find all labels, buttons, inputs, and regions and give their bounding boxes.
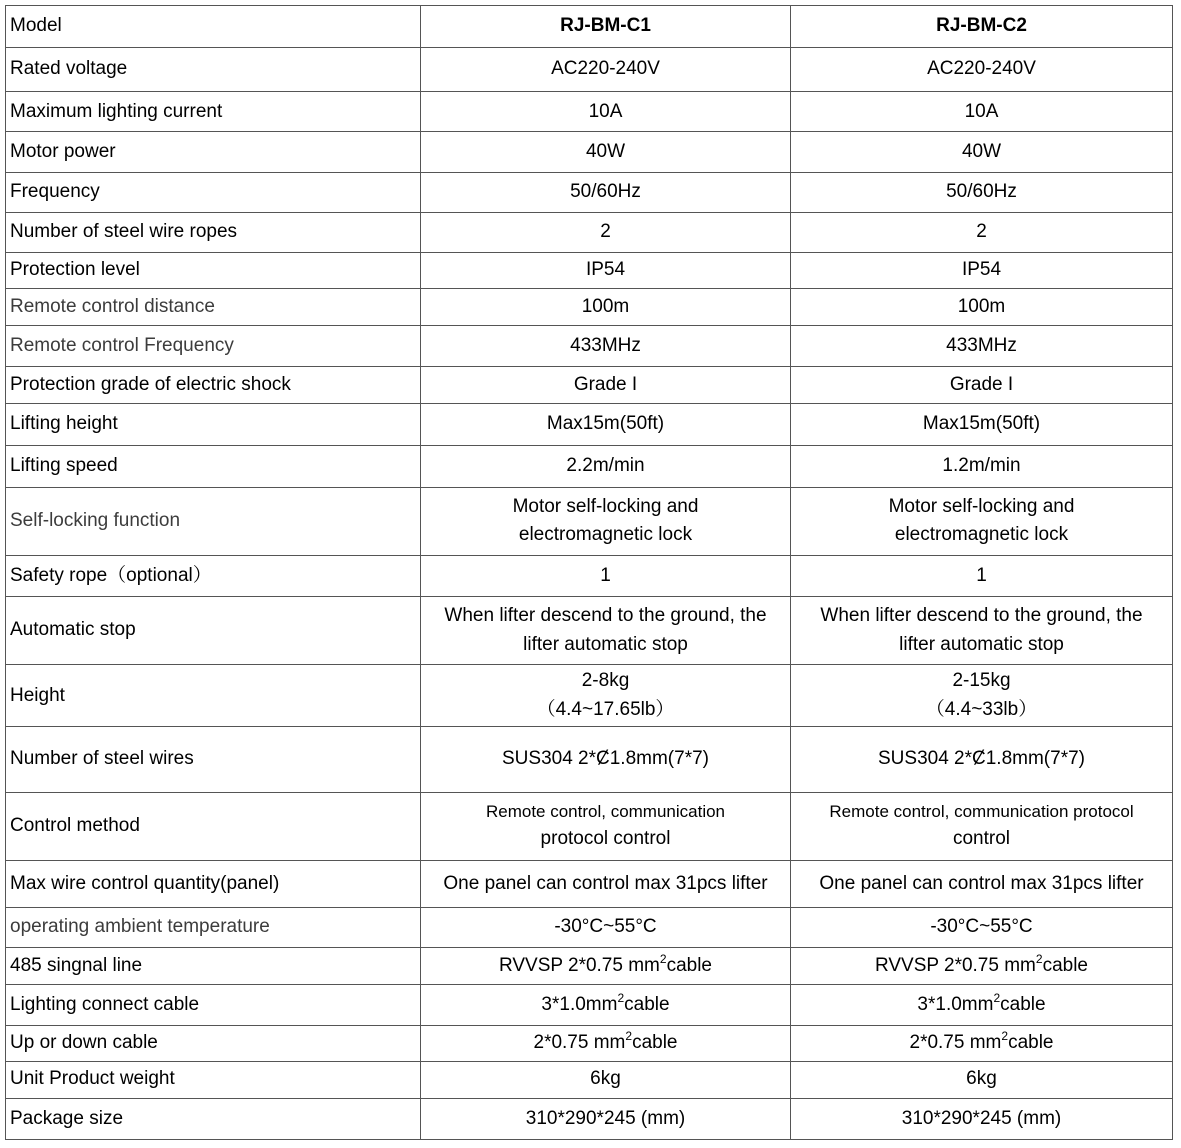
cell-line: [793, 293, 1170, 322]
row-value-c2: [791, 727, 1173, 792]
table-row: [6, 487, 1173, 555]
row-value-c2: [791, 948, 1173, 985]
cell-text: RVVSP 2*0.75 mm: [875, 955, 1036, 977]
row-value-c1: [421, 445, 791, 487]
cell-suffix: cable: [1008, 1032, 1054, 1054]
table-row: [6, 1098, 1173, 1139]
cell-text: 10A: [588, 100, 623, 122]
cell-line: [793, 98, 1170, 127]
row-value-c2: [791, 860, 1173, 907]
cell-text: Motor self-locking and: [512, 495, 699, 517]
cell-line: [793, 218, 1170, 247]
table-row: [6, 948, 1173, 985]
row-label: 485 singnal line: [6, 948, 421, 985]
cell-text: -30°C~55°C: [930, 916, 1033, 938]
superscript: 2: [625, 1029, 633, 1044]
row-value-c1: [421, 48, 791, 92]
cell-text: 2.2m/min: [566, 454, 645, 476]
row-label: Maximum lighting current: [6, 92, 421, 132]
table-row: [6, 792, 1173, 860]
cell-text: 310*290*245 (mm): [901, 1107, 1062, 1129]
row-label: Remote control Frequency: [6, 326, 421, 367]
cell-text: 100m: [957, 295, 1006, 317]
cell-line: [423, 521, 788, 550]
row-value-c1: [421, 555, 791, 596]
cell-line: [423, 138, 788, 167]
row-value-c2: [791, 367, 1173, 404]
cell-text: electromagnetic lock: [894, 524, 1069, 546]
row-label: Up or down cable: [6, 1026, 421, 1061]
cell-line: [793, 1029, 1170, 1058]
row-value-c1: [421, 212, 791, 252]
cell-suffix: cable: [1042, 955, 1088, 977]
header-model-c1: RJ-BM-C1: [421, 6, 791, 48]
row-label: Safety rope（optional）: [6, 555, 421, 596]
cell-text: 1.2m/min: [942, 454, 1021, 476]
cell-text: 310*290*245 (mm): [525, 1107, 686, 1129]
cell-text: Max15m(50ft): [546, 413, 665, 435]
cell-line: [423, 452, 788, 481]
cell-line: [423, 696, 788, 725]
cell-text: 2-15kg: [952, 670, 1011, 692]
table-row: [6, 92, 1173, 132]
row-value-c1: [421, 1026, 791, 1061]
cell-text: 6kg: [590, 1068, 621, 1090]
cell-text: （4.4~33lb）: [925, 698, 1038, 720]
superscript: 2: [617, 991, 625, 1006]
cell-line: [423, 745, 788, 774]
cell-text: （4.4~17.65lb）: [536, 698, 675, 720]
row-label: Automatic stop: [6, 597, 421, 665]
row-label: Height: [6, 665, 421, 727]
row-label: Rated voltage: [6, 48, 421, 92]
cell-line: [423, 332, 788, 361]
row-value-c2: [791, 92, 1173, 132]
cell-text: lifter automatic stop: [899, 633, 1064, 655]
table-row: [6, 445, 1173, 487]
cell-line: [423, 178, 788, 207]
cell-text: AC220-240V: [551, 58, 660, 80]
row-value-c2: [791, 445, 1173, 487]
table-row: [6, 985, 1173, 1026]
row-value-c1: [421, 985, 791, 1026]
row-value-c1: [421, 326, 791, 367]
cell-line: [423, 1065, 788, 1094]
table-row: [6, 212, 1173, 252]
cell-text: 1: [976, 564, 987, 586]
cell-text: 100m: [581, 295, 630, 317]
row-value-c2: [791, 1098, 1173, 1139]
cell-text: 40W: [585, 140, 626, 162]
cell-text: 3*1.0mm: [917, 994, 994, 1016]
cell-text: Grade I: [949, 374, 1014, 396]
row-value-c2: [791, 985, 1173, 1026]
cell-text: SUS304 2*Ȼ1.8mm(7*7): [878, 748, 1085, 770]
cell-line: [423, 991, 788, 1020]
cell-line: [793, 452, 1170, 481]
superscript: 2: [1035, 952, 1043, 967]
row-value-c2: [791, 132, 1173, 172]
cell-text: 50/60Hz: [946, 180, 1017, 202]
row-value-c2: [791, 172, 1173, 212]
cell-line: [793, 991, 1170, 1020]
cell-line: [793, 521, 1170, 550]
cell-text: control: [952, 827, 1011, 849]
cell-text: Motor self-locking and: [888, 495, 1075, 517]
row-value-c2: [791, 48, 1173, 92]
row-value-c1: [421, 908, 791, 948]
row-label: Motor power: [6, 132, 421, 172]
cell-line: [423, 913, 788, 942]
superscript: 2: [993, 991, 1001, 1006]
cell-line: [793, 410, 1170, 439]
table-row: [6, 288, 1173, 325]
row-value-c2: [791, 404, 1173, 445]
cell-text: Max15m(50ft): [922, 413, 1041, 435]
cell-line: [793, 138, 1170, 167]
cell-line: [423, 952, 788, 981]
table-row: [6, 367, 1173, 404]
cell-line: [793, 55, 1170, 84]
cell-line: [423, 631, 788, 660]
table-row: [6, 404, 1173, 445]
cell-line: [423, 799, 788, 825]
row-value-c1: [421, 1098, 791, 1139]
cell-line: [793, 825, 1170, 854]
cell-line: [793, 696, 1170, 725]
cell-text: 50/60Hz: [570, 180, 641, 202]
cell-line: [423, 98, 788, 127]
row-label: Protection grade of electric shock: [6, 367, 421, 404]
cell-text: 2: [976, 221, 987, 243]
row-label: Max wire control quantity(panel): [6, 860, 421, 907]
row-label: Lifting height: [6, 404, 421, 445]
table-row: [6, 908, 1173, 948]
cell-text: -30°C~55°C: [554, 916, 657, 938]
cell-line: [423, 1105, 788, 1134]
cell-text: 2: [600, 221, 611, 243]
superscript: 2: [659, 952, 667, 967]
row-value-c1: [421, 288, 791, 325]
row-label: Control method: [6, 792, 421, 860]
row-value-c2: [791, 555, 1173, 596]
row-value-c1: [421, 665, 791, 727]
cell-text: 6kg: [966, 1068, 997, 1090]
cell-text: Remote control, communication: [485, 802, 726, 822]
cell-text: 2-8kg: [581, 670, 630, 692]
cell-line: [793, 799, 1170, 825]
cell-text: AC220-240V: [927, 58, 1036, 80]
row-value-c1: [421, 948, 791, 985]
row-value-c1: [421, 487, 791, 555]
cell-suffix: cable: [1000, 994, 1046, 1016]
cell-text: One panel can control max 31pcs lifter: [819, 872, 1144, 894]
cell-line: [423, 371, 788, 400]
table-row: [6, 555, 1173, 596]
cell-suffix: cable: [624, 994, 670, 1016]
row-value-c1: [421, 367, 791, 404]
table-row: [6, 252, 1173, 288]
cell-text: Grade I: [573, 374, 638, 396]
cell-line: [793, 667, 1170, 696]
cell-text: When lifter descend to the ground, the: [820, 605, 1143, 627]
cell-text: One panel can control max 31pcs lifter: [443, 872, 768, 894]
cell-line: [423, 256, 788, 285]
cell-line: [793, 1065, 1170, 1094]
cell-line: [793, 178, 1170, 207]
cell-line: [793, 952, 1170, 981]
cell-line: [423, 870, 788, 899]
cell-line: [423, 410, 788, 439]
row-label: Number of steel wires: [6, 727, 421, 792]
table-row: [6, 727, 1173, 792]
cell-line: [793, 602, 1170, 631]
row-label: Lighting connect cable: [6, 985, 421, 1026]
row-label: Number of steel wire ropes: [6, 212, 421, 252]
table-row: [6, 665, 1173, 727]
row-value-c2: [791, 212, 1173, 252]
row-value-c2: [791, 288, 1173, 325]
row-label: Protection level: [6, 252, 421, 288]
table-row: [6, 1026, 1173, 1061]
cell-suffix: cable: [632, 1032, 678, 1054]
row-value-c2: [791, 597, 1173, 665]
table-row: [6, 860, 1173, 907]
table-row: [6, 48, 1173, 92]
row-value-c1: [421, 1061, 791, 1098]
row-value-c2: [791, 792, 1173, 860]
spec-table: [5, 5, 1173, 1140]
cell-line: [793, 745, 1170, 774]
row-value-c2: [791, 1026, 1173, 1061]
cell-text: 433MHz: [946, 334, 1017, 356]
row-label: operating ambient temperature: [6, 908, 421, 948]
row-label: Unit Product weight: [6, 1061, 421, 1098]
cell-text: When lifter descend to the ground, the: [444, 605, 767, 627]
cell-line: [793, 1105, 1170, 1134]
table-row: [6, 1061, 1173, 1098]
cell-line: [423, 293, 788, 322]
cell-text: protocol control: [540, 827, 671, 849]
cell-text: 2*0.75 mm: [909, 1032, 1002, 1054]
cell-text: RVVSP 2*0.75 mm: [499, 955, 660, 977]
table-row: [6, 172, 1173, 212]
row-value-c1: [421, 404, 791, 445]
row-value-c2: [791, 252, 1173, 288]
cell-suffix: cable: [666, 955, 712, 977]
row-label: Package size: [6, 1098, 421, 1139]
cell-text: Remote control, communication protocol: [829, 802, 1134, 822]
row-value-c1: [421, 727, 791, 792]
cell-line: [793, 913, 1170, 942]
header-model-c2: RJ-BM-C2: [791, 6, 1173, 48]
cell-line: [423, 602, 788, 631]
cell-text: 10A: [964, 100, 999, 122]
cell-text: electromagnetic lock: [518, 524, 693, 546]
cell-line: [793, 256, 1170, 285]
cell-text: 433MHz: [570, 334, 641, 356]
cell-line: [423, 562, 788, 591]
table-row: [6, 132, 1173, 172]
cell-line: [793, 631, 1170, 660]
cell-line: [423, 218, 788, 247]
cell-line: [423, 825, 788, 854]
cell-text: 40W: [961, 140, 1002, 162]
row-value-c1: [421, 92, 791, 132]
row-value-c2: [791, 1061, 1173, 1098]
row-label: Remote control distance: [6, 288, 421, 325]
cell-line: [423, 667, 788, 696]
cell-text: 1: [600, 564, 611, 586]
cell-text: 2*0.75 mm: [533, 1032, 626, 1054]
row-value-c2: [791, 487, 1173, 555]
row-value-c1: [421, 132, 791, 172]
row-value-c2: [791, 908, 1173, 948]
cell-text: SUS304 2*Ȼ1.8mm(7*7): [502, 748, 709, 770]
row-value-c2: [791, 665, 1173, 727]
row-value-c1: [421, 792, 791, 860]
row-value-c2: [791, 326, 1173, 367]
row-label: Frequency: [6, 172, 421, 212]
cell-line: [423, 55, 788, 84]
cell-line: [793, 371, 1170, 400]
cell-text: IP54: [585, 259, 626, 281]
cell-text: lifter automatic stop: [523, 633, 688, 655]
table-row: [6, 597, 1173, 665]
superscript: 2: [1001, 1029, 1009, 1044]
row-label: Self-locking function: [6, 487, 421, 555]
row-label: Lifting speed: [6, 445, 421, 487]
cell-line: [793, 493, 1170, 522]
row-value-c1: [421, 172, 791, 212]
header-row: [6, 6, 1173, 48]
header-model-label: Model: [6, 6, 421, 48]
cell-text: 3*1.0mm: [541, 994, 618, 1016]
table-row: [6, 326, 1173, 367]
cell-line: [423, 493, 788, 522]
cell-line: [423, 1029, 788, 1058]
row-value-c1: [421, 252, 791, 288]
row-value-c1: [421, 597, 791, 665]
cell-text: IP54: [961, 259, 1002, 281]
cell-line: [793, 332, 1170, 361]
cell-line: [793, 562, 1170, 591]
cell-line: [793, 870, 1170, 899]
row-value-c1: [421, 860, 791, 907]
